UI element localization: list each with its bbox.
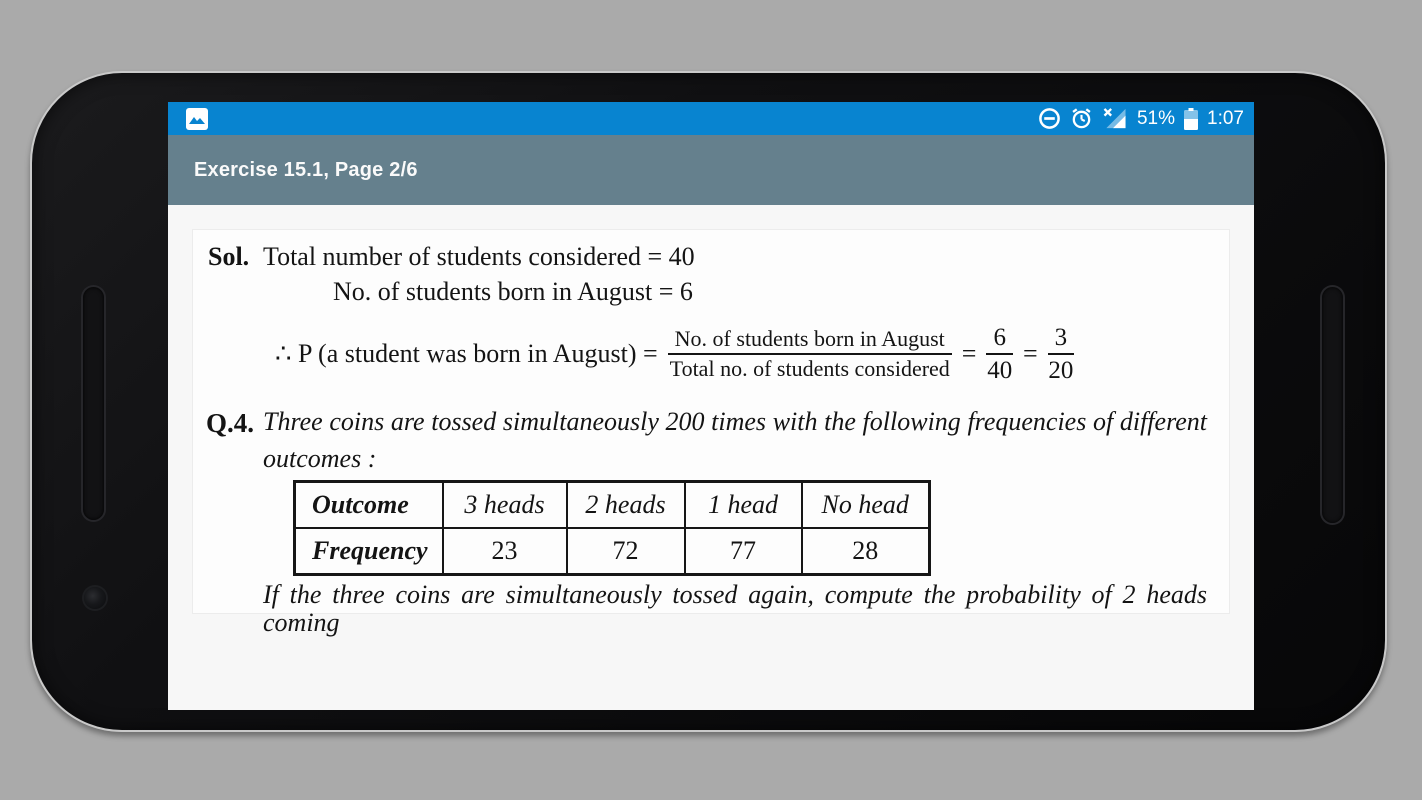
question-4-footer-line: If the three coins are simultaneously tossed again, compute the probability of 2 heads coming [263,580,1207,637]
table-header-1-head: 1 head [685,482,802,529]
fraction-3-20-numerator: 3 [1048,324,1075,355]
fraction-6-40 [986,324,1013,384]
question-4-line-1: Three coins are tossed simultaneously 200 times with the following frequencies of different [263,407,1207,436]
probability-formula [275,324,1074,384]
fraction-words-denominator: Total no. of students considered [669,356,950,381]
app-toolbar [168,135,1254,205]
table-header-3-heads: 3 heads [443,482,567,529]
table-value-no-head: 28 [802,528,930,575]
fraction-3-20-denominator: 20 [1048,357,1074,384]
question-4-label: Q.4. [206,408,255,438]
status-indicators [1038,102,1244,135]
fraction-words [668,327,952,381]
fraction-words-numerator: No. of students born in August [668,327,952,355]
battery-icon [1184,108,1198,130]
solution-label: Sol. [208,242,250,271]
question-4-line-2: outcomes : [263,444,377,473]
solution-line-2: No. of students born in August = 6 [333,277,693,306]
fraction-3-20 [1048,324,1075,384]
table-row-frequency [295,528,930,575]
table-value-2-heads: 72 [567,528,685,575]
do-not-disturb-icon [1038,107,1061,130]
fraction-6-40-numerator: 6 [986,324,1013,355]
fraction-6-40-denominator: 40 [987,357,1013,384]
equals-sign-1: = [961,339,977,368]
cell-signal-missing-icon [1102,107,1128,130]
front-camera [84,587,106,609]
equals-sign-2: = [1022,339,1038,368]
table-header-no-head: No head [802,482,930,529]
right-edge-button [1322,287,1343,523]
gallery-notification-icon [186,108,208,130]
page-title: Exercise 15.1, Page 2/6 [194,158,418,181]
clock-text: 1:07 [1207,108,1244,129]
formula-lhs: ∴ P (a student was born in August) = [275,339,658,368]
phone-screen [168,102,1254,710]
content-area[interactable] [168,205,1254,710]
table-header-2-heads: 2 heads [567,482,685,529]
textbook-page [192,229,1230,637]
left-edge-button [83,287,104,520]
table-label-frequency: Frequency [295,528,443,575]
table-row-outcome [295,482,930,529]
phone-frame [30,71,1387,732]
table-value-3-heads: 23 [443,528,567,575]
alarm-clock-icon [1070,107,1093,130]
solution-line-1: Total number of students considered = 40 [263,242,695,271]
frequency-table [293,480,931,576]
battery-percent-text: 51% [1136,108,1176,129]
table-header-outcome: Outcome [295,482,443,529]
status-bar [168,102,1254,135]
table-value-1-head: 77 [685,528,802,575]
